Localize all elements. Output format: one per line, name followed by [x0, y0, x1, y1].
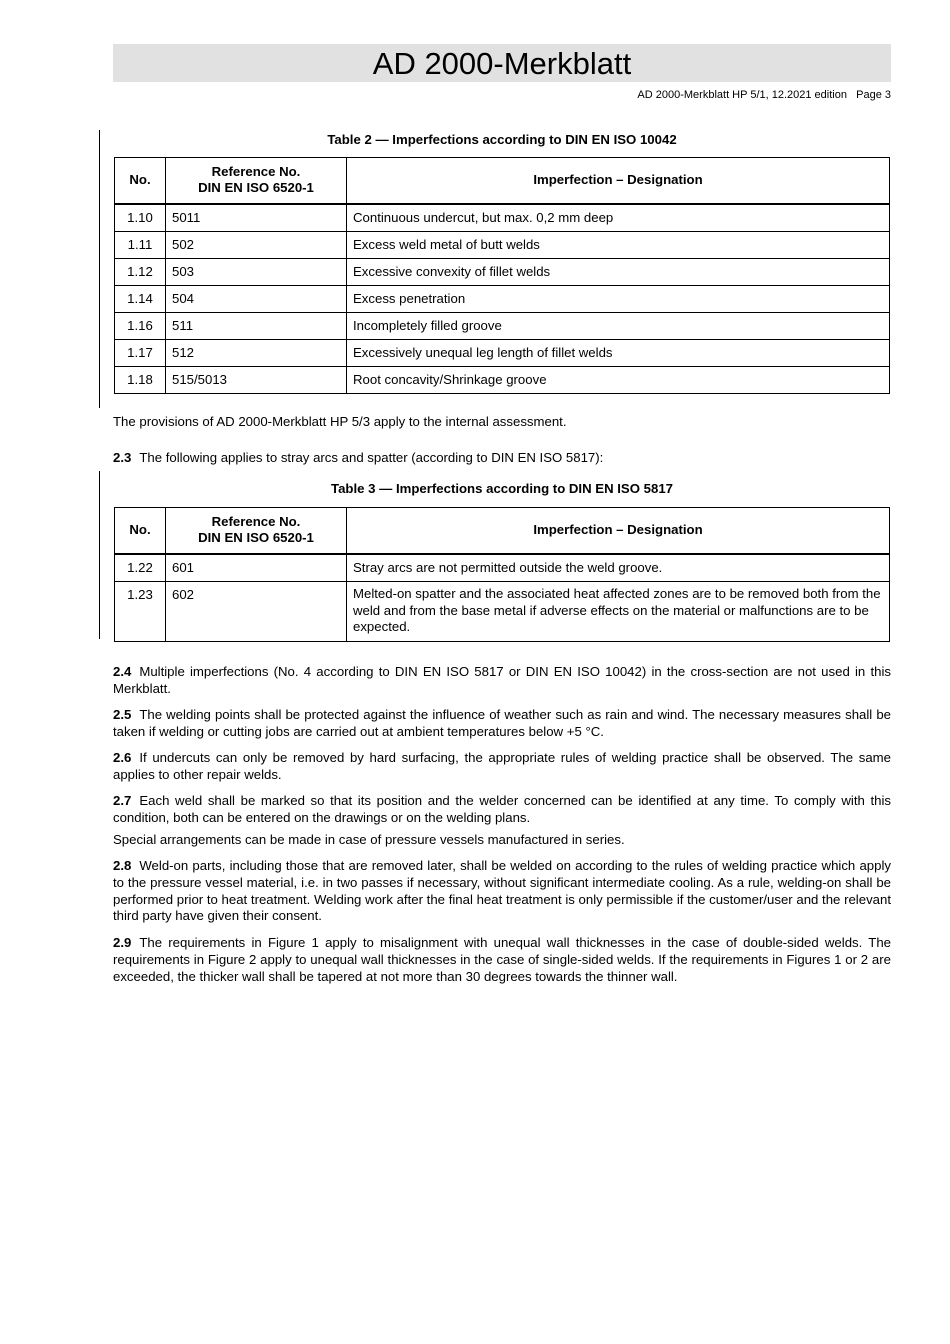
col-header-reference — [166, 158, 347, 204]
section-text: If undercuts can only be removed by hard surfacing, the appropriate rules of welding practice shall be observed. The same applies to other repair welds. — [113, 750, 891, 782]
section-text: Weld-on parts, including those that are removed later, shall be welded on according to the rules of welding practice which apply to the pressure vessel material, i.e. in two passes if necessary, without significant intermediate cooling. As a rule, welding-on shall be performed prior to heat treatment. Welding work after the final heat treatment is only permissible if the customer/user and the relevant third party have given their consent. — [113, 858, 891, 924]
cell-ref: 5011 — [166, 204, 347, 232]
cell-no: 1.17 — [115, 339, 166, 366]
cell-designation: Excess weld metal of butt welds — [347, 231, 890, 258]
cell-ref: 601 — [166, 554, 347, 582]
section-2-6 — [113, 750, 891, 784]
section-number: 2.3 — [113, 450, 132, 465]
col-header-no: No. — [115, 158, 166, 204]
section-2-3 — [113, 450, 891, 467]
col-header-ref-line1: Reference No. — [211, 514, 301, 530]
section-2-9 — [113, 935, 891, 985]
cell-no: 1.22 — [115, 554, 166, 582]
col-header-designation: Imperfection – Designation — [347, 158, 890, 204]
col-header-reference — [166, 508, 347, 554]
cell-designation: Melted-on spatter and the associated heat affected zones are to be removed both from the weld and from the base metal if adverse effects on the material or malfunctions are to be expected. — [347, 582, 890, 642]
section-number: 2.5 — [113, 707, 132, 722]
cell-designation: Incompletely filled groove — [347, 312, 890, 339]
section-text: The requirements in Figure 1 apply to misalignment with unequal wall thicknesses in the case of double-sided welds. The requirements in Figure 2 apply to unequal wall thicknesses in the case of single-sided welds. If the requirements in Figures 1 or 2 are exceeded, the thicker wall shall be tapered at not more than 30 degrees towards the thinner wall. — [113, 935, 891, 984]
section-2-8 — [113, 858, 891, 925]
table2-caption: Table 2 — Imperfections according to DIN EN ISO 10042 — [327, 132, 677, 147]
section-2-5 — [113, 707, 891, 741]
cell-designation: Continuous undercut, but max. 0,2 mm deep — [347, 204, 890, 232]
col-header-no: No. — [115, 508, 166, 554]
change-bar — [99, 471, 100, 639]
document-title: AD 2000-Merkblatt — [372, 46, 632, 81]
cell-ref: 503 — [166, 258, 347, 285]
section-2-4 — [113, 664, 891, 698]
section-2-7 — [113, 793, 891, 827]
change-bar — [99, 130, 100, 408]
col-header-ref-line2: DIN EN ISO 6520-1 — [198, 180, 314, 196]
table3-caption: Table 3 — Imperfections according to DIN EN ISO 5817 — [331, 481, 673, 496]
section-number: 2.7 — [113, 793, 132, 808]
cell-no: 1.14 — [115, 285, 166, 312]
cell-no: 1.23 — [115, 582, 166, 642]
table2 — [114, 157, 890, 394]
cell-designation: Stray arcs are not permitted outside the weld groove. — [347, 554, 890, 582]
cell-ref: 512 — [166, 339, 347, 366]
page-reference: AD 2000-Merkblatt HP 5/1, 12.2021 edition Page 3 — [637, 89, 891, 101]
cell-no: 1.18 — [115, 366, 166, 393]
section-text: The welding points shall be protected against the influence of weather such as rain and wind. The necessary measures shall be taken if welding or cutting jobs are carried out at ambient temperatures below +5 °C. — [113, 707, 891, 739]
cell-designation: Excessively unequal leg length of fillet welds — [347, 339, 890, 366]
col-header-designation: Imperfection – Designation — [347, 508, 890, 554]
cell-no: 1.16 — [115, 312, 166, 339]
table-row — [115, 258, 890, 285]
paragraph-series: Special arrangements can be made in case of pressure vessels manufactured in series. — [113, 832, 625, 847]
cell-no: 1.10 — [115, 204, 166, 232]
table-row — [115, 231, 890, 258]
cell-no: 1.12 — [115, 258, 166, 285]
cell-ref: 602 — [166, 582, 347, 642]
cell-designation: Root concavity/Shrinkage groove — [347, 366, 890, 393]
cell-designation: Excess penetration — [347, 285, 890, 312]
table-row — [115, 366, 890, 393]
cell-ref: 502 — [166, 231, 347, 258]
section-number: 2.9 — [113, 935, 132, 950]
section-number: 2.8 — [113, 858, 132, 873]
col-header-ref-line1: Reference No. — [211, 164, 301, 180]
col-header-ref-line2: DIN EN ISO 6520-1 — [198, 530, 314, 546]
cell-no: 1.11 — [115, 231, 166, 258]
cell-designation: Excessive convexity of fillet welds — [347, 258, 890, 285]
table-row — [115, 204, 890, 232]
table-row — [115, 554, 890, 582]
table-row — [115, 285, 890, 312]
cell-ref: 515/5013 — [166, 366, 347, 393]
table3 — [114, 507, 890, 642]
table-row — [115, 582, 890, 642]
section-text: The following applies to stray arcs and spatter (according to DIN EN ISO 5817): — [139, 450, 604, 465]
cell-ref: 504 — [166, 285, 347, 312]
table-row — [115, 312, 890, 339]
cell-ref: 511 — [166, 312, 347, 339]
table-row — [115, 339, 890, 366]
paragraph-internal-assessment: The provisions of AD 2000-Merkblatt HP 5/3 apply to the internal assessment. — [113, 414, 567, 429]
section-text: Each weld shall be marked so that its position and the welder concerned can be identified at any time. To comply with this condition, both can be entered on the drawings or on the welding plans. — [113, 793, 891, 825]
section-text: Multiple imperfections (No. 4 according to DIN EN ISO 5817 or DIN EN ISO 10042) in the cross-section are not used in this Merkblatt. — [113, 664, 891, 696]
section-number: 2.4 — [113, 664, 132, 679]
section-number: 2.6 — [113, 750, 132, 765]
